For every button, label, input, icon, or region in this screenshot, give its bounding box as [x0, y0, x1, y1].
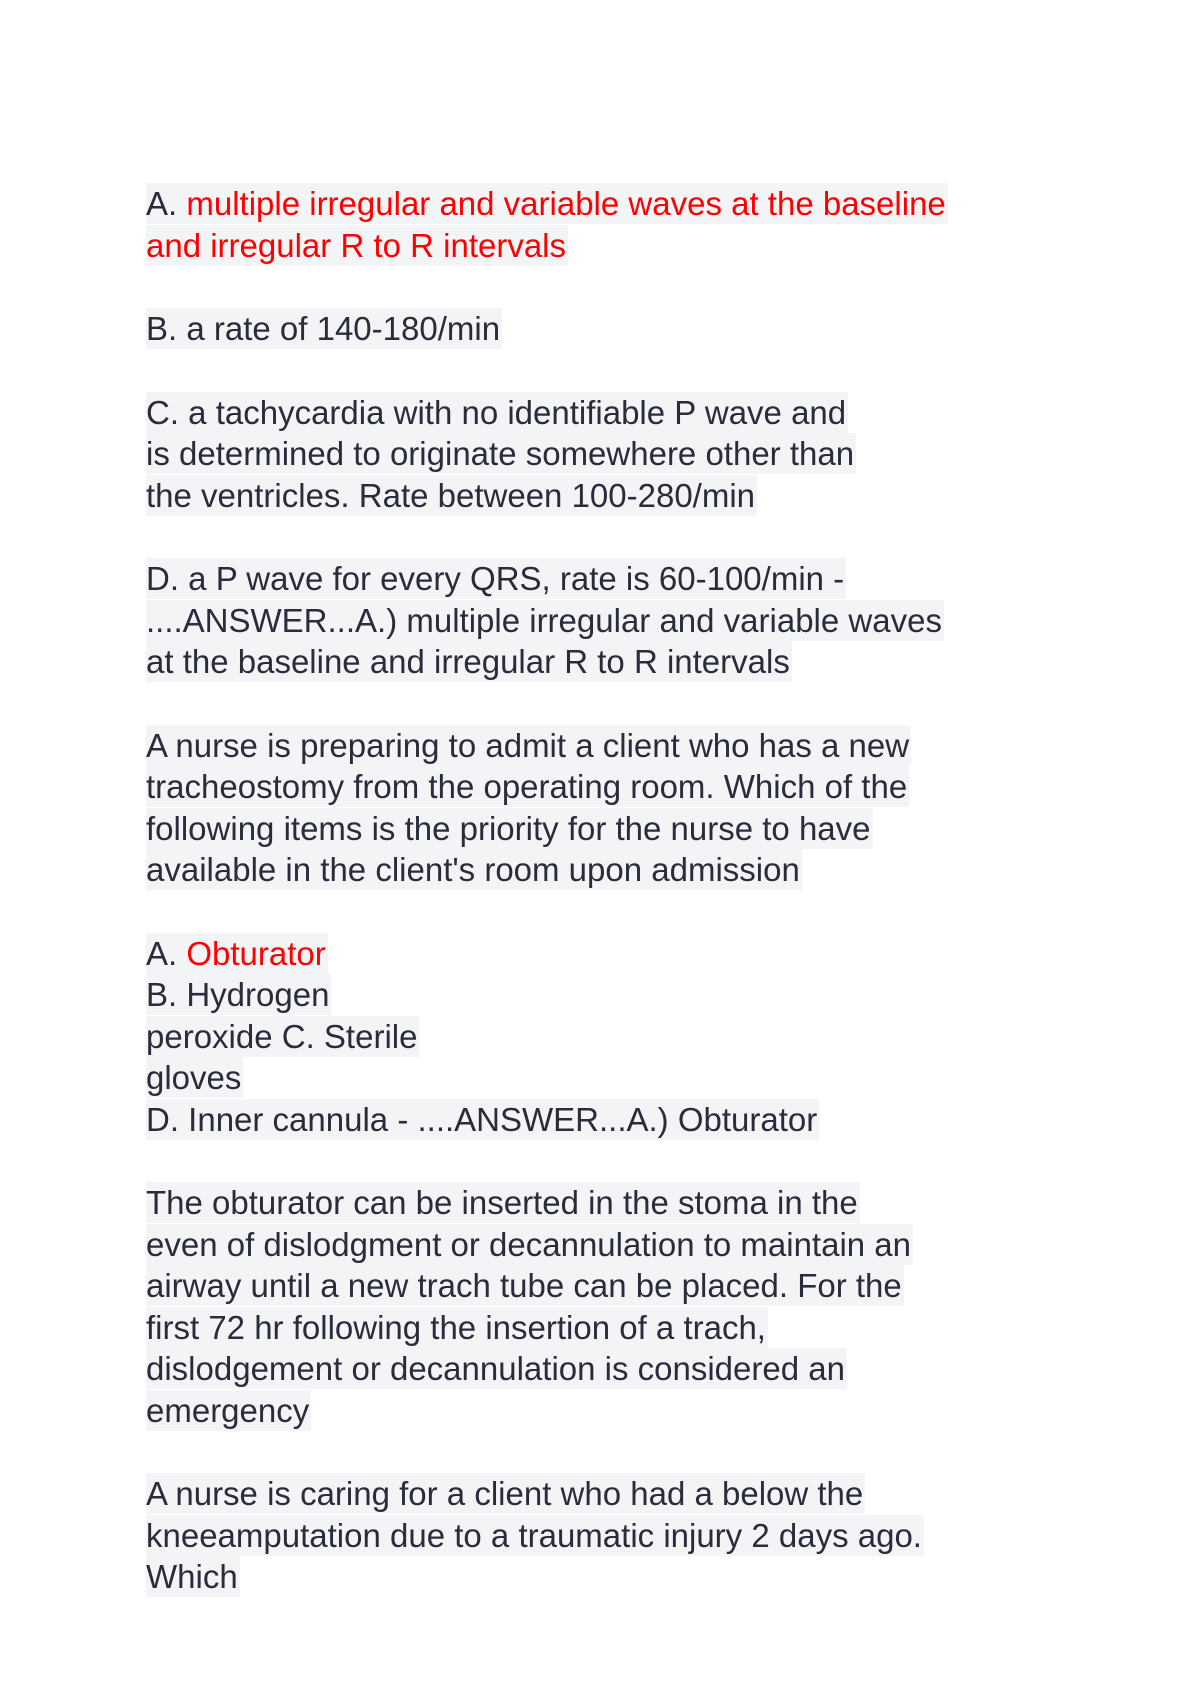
rationale-line: The obturator can be inserted in the stoma in the — [146, 1184, 858, 1221]
option-line: B. Hydrogen — [146, 976, 330, 1013]
answer-line: at the baseline and irregular R to R intervals — [146, 643, 790, 680]
rationale-line: dislodgement or decannulation is considered an — [146, 1350, 845, 1387]
rationale-line: even of dislodgment or decannulation to maintain an — [146, 1225, 912, 1263]
answer-line: ....ANSWER...A.) multiple irregular and variable waves — [146, 601, 942, 639]
correct-answer-text: Obturator — [186, 934, 326, 972]
option-c-line: C. a tachycardia with no identifiable P wave and — [146, 393, 847, 431]
question-line: following items is the priority for the nurse to have — [146, 809, 871, 847]
q2-rationale — [146, 1182, 1046, 1431]
q2-question — [146, 725, 1046, 891]
q1-option-c — [146, 392, 1046, 517]
question-line: Which — [146, 1558, 238, 1595]
q1-option-a — [146, 183, 1046, 266]
option-c-line: the ventricles. Rate between 100-280/min — [146, 476, 756, 514]
option-d-line: D. a P wave for every QRS, rate is 60-100/min - — [146, 560, 845, 597]
option-line: peroxide C. Sterile — [146, 1017, 418, 1055]
correct-answer-text-continued: and irregular R to R intervals — [146, 226, 567, 264]
rationale-line: first 72 hr following the insertion of a trach, — [146, 1308, 766, 1346]
option-b-text: B. a rate of 140-180/min — [146, 310, 501, 347]
option-c-line: is determined to originate somewhere other than — [146, 435, 855, 472]
answer-line: D. Inner cannula - ....ANSWER...A.) Obturator — [146, 1100, 818, 1138]
q2-options — [146, 933, 1046, 1141]
rationale-line: airway until a new trach tube can be placed. For the — [146, 1267, 902, 1304]
q1-option-d-answer — [146, 558, 1046, 683]
q3-question — [146, 1473, 1046, 1598]
correct-answer-text: multiple irregular and variable waves at the baseline — [186, 185, 946, 222]
document-page — [146, 183, 1046, 1640]
q1-option-b — [146, 308, 1046, 350]
question-line: available in the client's room upon admission — [146, 851, 800, 888]
question-line: tracheostomy from the operating room. Which of the — [146, 768, 908, 805]
option-a-prefix: A. — [146, 185, 178, 222]
rationale-line: emergency — [146, 1391, 310, 1429]
question-line: kneeamputation due to a traumatic injury 2 days ago. — [146, 1516, 922, 1554]
option-a-prefix: A. — [146, 934, 178, 972]
option-line: gloves — [146, 1059, 242, 1096]
question-line: A nurse is caring for a client who had a below the — [146, 1475, 864, 1512]
question-line: A nurse is preparing to admit a client who has a new — [146, 726, 910, 764]
